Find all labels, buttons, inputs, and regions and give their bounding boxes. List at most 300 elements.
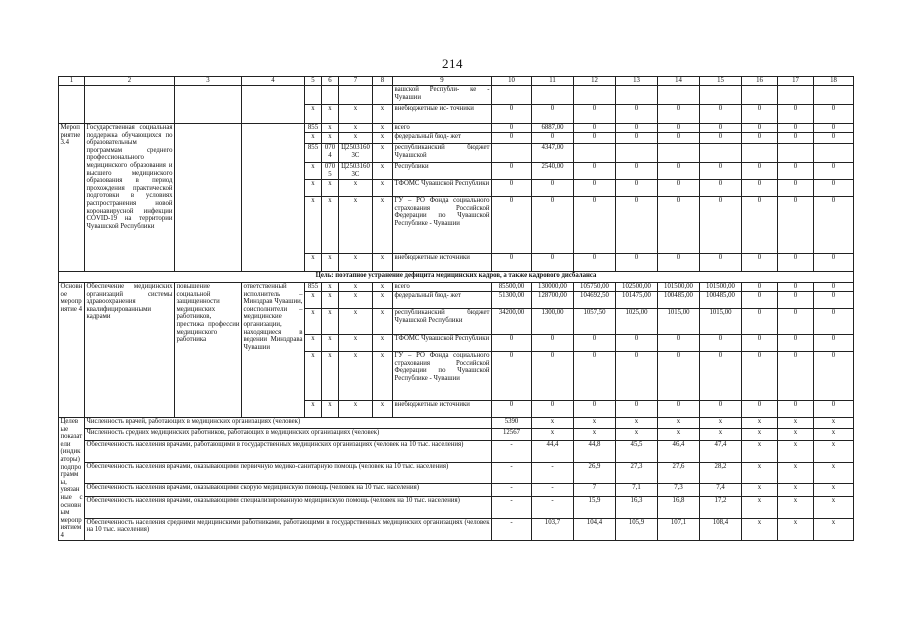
value-cell: 0 [700, 335, 742, 352]
value-cell: 0 [778, 124, 814, 133]
code-cell: x [339, 352, 373, 401]
value-cell: 0 [616, 105, 658, 124]
funding-source: федеральный бюд- жет [393, 292, 492, 309]
code-cell: 855 [305, 124, 322, 133]
column-number: 3 [175, 77, 242, 86]
indicator-value: x [814, 497, 854, 519]
code-cell: x [373, 292, 393, 309]
value-cell: 1300,00 [532, 309, 574, 335]
funding-source: всего [393, 124, 492, 133]
value-cell: 104692,50 [574, 292, 616, 309]
value-cell: 0 [742, 163, 778, 180]
measure-label: Мероприятие 3.4 [59, 124, 85, 272]
empty-cell [305, 86, 322, 105]
indicator-value: x [778, 429, 814, 440]
value-cell: 0 [574, 352, 616, 401]
indicator-value: 108,4 [700, 518, 742, 540]
indicator-value: x [814, 462, 854, 484]
funding-source: республиканский бюджет Чувашской Республики [393, 309, 492, 335]
value-cell: 0 [814, 163, 854, 180]
code-cell: x [305, 105, 322, 124]
code-cell: x [373, 124, 393, 133]
indicator-name: Обеспеченность населения средними медицинскими работниками, работающими в государственных медицинских организациях (человек на 10 тыс. населения) [85, 518, 492, 540]
value-cell: 0 [778, 133, 814, 144]
code-cell: x [305, 335, 322, 352]
value-cell: 0 [778, 292, 814, 309]
value-cell: 0 [532, 180, 574, 197]
empty-cell [322, 86, 339, 105]
indicator-value: x [742, 518, 778, 540]
main-measure-4-row [59, 283, 854, 292]
code-cell: 0705 [322, 163, 339, 180]
column-number: 8 [373, 77, 393, 86]
code-cell: x [339, 133, 373, 144]
indicator-value: x [814, 418, 854, 429]
value-cell: 0 [814, 124, 854, 133]
value-cell: 0 [814, 309, 854, 335]
value-cell: 0 [700, 180, 742, 197]
indicator-value: x [814, 484, 854, 497]
value-cell: 0 [532, 352, 574, 401]
measure-description: Государственная социальная поддержка обучающихся по образовательным программам среднего профессионального медицинского образования и высшего медицинского образования в период прохождения практической подготовки в условиях распространения новой коронавирусной инфекции COVID-19 на территории Чувашской Республики [85, 124, 175, 272]
goal-heading: Цель: поэтапное устранение дефицита медицинских кадров, а также кадрового дисбаланса [59, 272, 854, 283]
value-cell: 0 [492, 335, 532, 352]
value-cell: 0 [778, 180, 814, 197]
column-number: 7 [339, 77, 373, 86]
expected-result: повышение социальной защищенности медицинских работников, престижа профессии медицинского работника [175, 283, 242, 418]
column-number: 11 [532, 77, 574, 86]
value-cell: 0 [700, 352, 742, 401]
column-number: 16 [742, 77, 778, 86]
empty-cell [85, 86, 175, 124]
code-cell: x [322, 283, 339, 292]
value-cell: 0 [574, 163, 616, 180]
indicator-value: 7 [574, 484, 616, 497]
value-cell: 0 [492, 180, 532, 197]
value-cell: 0 [700, 133, 742, 144]
value-cell: 0 [616, 180, 658, 197]
code-cell: x [339, 124, 373, 133]
value-cell: 0 [574, 124, 616, 133]
value-cell: 0 [814, 401, 854, 418]
indicator-name: Обеспеченность населения врачами, оказывающими первичную медико-санитарную помощь (человек на 10 тыс. населения) [85, 462, 492, 484]
funding-source: ТФОМС Чувашской Республики [393, 335, 492, 352]
empty-cell [658, 86, 700, 105]
code-cell: x [339, 197, 373, 254]
header-row [59, 77, 854, 86]
column-number: 9 [393, 77, 492, 86]
indicator-value: x [778, 440, 814, 462]
value-cell: 0 [532, 133, 574, 144]
value-cell: 0 [700, 254, 742, 272]
value-cell: 85500,00 [492, 283, 532, 292]
value-cell [742, 144, 778, 163]
indicator-value: x [532, 418, 574, 429]
empty-cell [700, 86, 742, 105]
value-cell: 0 [574, 197, 616, 254]
indicator-value: 17,2 [700, 497, 742, 519]
code-cell: 855 [305, 283, 322, 292]
responsible-executor: ответственный исполнитель – Минздрав Чувашии, соисполнители – медицинские организации, находящиеся в ведении Минздрава Чувашии [242, 283, 305, 418]
indicator-row [59, 462, 854, 484]
indicator-value: - [532, 462, 574, 484]
value-cell: 0 [778, 335, 814, 352]
code-cell: x [373, 180, 393, 197]
code-cell: Ц2503160 3С [339, 163, 373, 180]
code-cell: x [305, 133, 322, 144]
funding-source: всего [393, 283, 492, 292]
code-cell: x [322, 292, 339, 309]
measure-3-4-row [59, 124, 854, 133]
value-cell: 0 [492, 254, 532, 272]
value-cell: 0 [778, 163, 814, 180]
column-number: 17 [778, 77, 814, 86]
column-number: 13 [616, 77, 658, 86]
indicator-value: x [742, 497, 778, 519]
code-cell: x [339, 401, 373, 418]
indicator-value: x [658, 429, 700, 440]
indicator-row [59, 497, 854, 519]
column-number: 4 [242, 77, 305, 86]
value-cell: 0 [616, 401, 658, 418]
indicator-value: 44,8 [574, 440, 616, 462]
column-number: 12 [574, 77, 616, 86]
empty-cell [742, 86, 778, 105]
indicator-value: 26,9 [574, 462, 616, 484]
indicator-value: x [532, 429, 574, 440]
column-number: 1 [59, 77, 85, 86]
code-cell: x [339, 292, 373, 309]
value-cell: 0 [574, 401, 616, 418]
funding-source: федеральный бюд- жет [393, 133, 492, 144]
indicator-value: x [814, 518, 854, 540]
code-cell: Ц2503160 3С [339, 144, 373, 163]
indicator-value: x [778, 484, 814, 497]
indicator-value: x [700, 429, 742, 440]
code-cell: x [322, 401, 339, 418]
value-cell: 0 [616, 335, 658, 352]
value-cell: 105750,00 [574, 283, 616, 292]
value-cell: 0 [658, 124, 700, 133]
column-number: 14 [658, 77, 700, 86]
indicator-value: x [700, 418, 742, 429]
indicator-value: x [778, 497, 814, 519]
value-cell: 1025,00 [616, 309, 658, 335]
funding-source: внебюджетные ис- точники [393, 105, 492, 124]
value-cell: 0 [616, 124, 658, 133]
table-body [59, 77, 854, 541]
value-cell: 0 [616, 254, 658, 272]
value-cell: 0 [700, 197, 742, 254]
value-cell: 0 [532, 105, 574, 124]
code-cell: x [305, 292, 322, 309]
indicator-value: x [742, 429, 778, 440]
indicator-value: 7,3 [658, 484, 700, 497]
value-cell: 100485,00 [658, 292, 700, 309]
indicator-value: 16,3 [616, 497, 658, 519]
value-cell: 4347,00 [532, 144, 574, 163]
code-cell: 0704 [322, 144, 339, 163]
value-cell: 0 [778, 309, 814, 335]
code-cell: x [373, 335, 393, 352]
empty-cell [778, 86, 814, 105]
page-number: 214 [442, 56, 463, 71]
empty-cell [574, 86, 616, 105]
main-measure-description: Обеспечение медицинских организаций системы здравоохранения квалифицированными кадрами [85, 283, 175, 418]
code-cell: x [373, 133, 393, 144]
funding-source: внебюджетные источники [393, 401, 492, 418]
indicator-value: 46,4 [658, 440, 700, 462]
column-number: 18 [814, 77, 854, 86]
indicator-value: x [616, 429, 658, 440]
value-cell: 51300,00 [492, 292, 532, 309]
indicator-row [59, 484, 854, 497]
value-cell [616, 144, 658, 163]
indicator-value: x [742, 440, 778, 462]
value-cell: 0 [532, 401, 574, 418]
value-cell: 0 [700, 105, 742, 124]
indicator-value: 105,9 [616, 518, 658, 540]
indicator-value: 28,2 [700, 462, 742, 484]
indicator-row [59, 518, 854, 540]
empty-cell [492, 86, 532, 105]
indicator-value: x [778, 462, 814, 484]
value-cell: 0 [658, 197, 700, 254]
column-number: 15 [700, 77, 742, 86]
value-cell: 0 [700, 124, 742, 133]
code-cell: x [305, 254, 322, 272]
indicator-value: 104,4 [574, 518, 616, 540]
code-cell: x [305, 163, 322, 180]
value-cell: 0 [658, 133, 700, 144]
value-cell: 0 [814, 254, 854, 272]
funding-source: вашской Республи- ке - Чувашии [393, 86, 492, 105]
value-cell: 0 [742, 254, 778, 272]
value-cell: 0 [574, 180, 616, 197]
value-cell: 0 [814, 105, 854, 124]
indicator-value: 7,4 [700, 484, 742, 497]
value-cell: 0 [742, 197, 778, 254]
indicator-row [59, 429, 854, 440]
value-cell: 0 [492, 197, 532, 254]
code-cell: x [305, 401, 322, 418]
value-cell: 0 [616, 197, 658, 254]
indicator-value: x [742, 418, 778, 429]
value-cell: 1015,00 [658, 309, 700, 335]
value-cell: 0 [574, 133, 616, 144]
code-cell: x [305, 180, 322, 197]
value-cell: 0 [658, 180, 700, 197]
column-number: 6 [322, 77, 339, 86]
code-cell: x [322, 133, 339, 144]
indicator-value: - [492, 440, 532, 462]
value-cell: 101475,00 [616, 292, 658, 309]
code-cell: x [373, 283, 393, 292]
indicator-value: 107,1 [658, 518, 700, 540]
value-cell [778, 144, 814, 163]
indicator-row [59, 418, 854, 429]
code-cell: x [373, 309, 393, 335]
indicator-value: 16,8 [658, 497, 700, 519]
value-cell: 0 [814, 283, 854, 292]
code-cell: x [339, 254, 373, 272]
value-cell: 0 [778, 401, 814, 418]
code-cell: x [373, 197, 393, 254]
empty-cell [59, 86, 85, 124]
value-cell: 0 [658, 163, 700, 180]
indicator-value: x [742, 462, 778, 484]
code-cell: 855 [305, 144, 322, 163]
indicator-value: 45,5 [616, 440, 658, 462]
value-cell: 0 [742, 133, 778, 144]
code-cell: x [322, 309, 339, 335]
value-cell [574, 144, 616, 163]
funding-source: Республики [393, 163, 492, 180]
value-cell [700, 144, 742, 163]
funding-source: ГУ – РО Фонда социального страхования Российской Федерации по Чувашской Республике - Чувашии [393, 197, 492, 254]
value-cell: 0 [492, 401, 532, 418]
value-cell: 0 [492, 133, 532, 144]
empty-cell [616, 86, 658, 105]
empty-cell [242, 86, 305, 124]
code-cell: x [373, 352, 393, 401]
continuation-row [59, 86, 854, 105]
indicator-value: 47,4 [700, 440, 742, 462]
value-cell: 0 [814, 352, 854, 401]
empty-cell [242, 124, 305, 272]
indicator-value: x [574, 429, 616, 440]
value-cell: 0 [814, 180, 854, 197]
value-cell: 100485,00 [700, 292, 742, 309]
funding-source: республиканский бюджет Чувашской [393, 144, 492, 163]
value-cell [492, 144, 532, 163]
funding-source: ТФОМС Чувашской Республики [393, 180, 492, 197]
indicator-value: x [742, 484, 778, 497]
program-table [58, 76, 854, 541]
value-cell: 0 [814, 335, 854, 352]
value-cell: 1015,00 [700, 309, 742, 335]
empty-cell [175, 86, 242, 124]
value-cell: 0 [742, 309, 778, 335]
value-cell: 0 [658, 352, 700, 401]
indicator-value: 15,9 [574, 497, 616, 519]
code-cell: x [322, 254, 339, 272]
indicator-value: 7,1 [616, 484, 658, 497]
funding-source: внебюджетные источники [393, 254, 492, 272]
value-cell: 0 [778, 105, 814, 124]
value-cell: 0 [492, 124, 532, 133]
value-cell: 0 [492, 163, 532, 180]
code-cell: x [322, 124, 339, 133]
value-cell: 0 [742, 401, 778, 418]
value-cell: 101500,00 [658, 283, 700, 292]
code-cell: x [322, 335, 339, 352]
indicator-value: 27,6 [658, 462, 700, 484]
code-cell: x [373, 144, 393, 163]
indicator-value: 44,4 [532, 440, 574, 462]
value-cell: 0 [742, 283, 778, 292]
indicator-name: Обеспеченность населения врачами, оказывающими скорую медицинскую помощь (человек на 10 тыс. населения) [85, 484, 492, 497]
value-cell: 128700,00 [532, 292, 574, 309]
code-cell: x [373, 105, 393, 124]
empty-cell [532, 86, 574, 105]
indicator-name: Обеспеченность населения врачами, работающими в государственных медицинских организациях (человек на 10 тыс. населения) [85, 440, 492, 462]
value-cell: 0 [700, 401, 742, 418]
code-cell: x [305, 352, 322, 401]
indicator-value: x [574, 418, 616, 429]
value-cell: 0 [616, 352, 658, 401]
value-cell: 0 [742, 352, 778, 401]
code-cell: x [339, 335, 373, 352]
value-cell: 34200,00 [492, 309, 532, 335]
code-cell: x [373, 254, 393, 272]
code-cell: x [322, 352, 339, 401]
value-cell: 0 [742, 180, 778, 197]
value-cell: 0 [814, 133, 854, 144]
indicator-name: Численность средних медицинских работников, работающих в медицинских организациях (человек) [85, 429, 492, 440]
code-cell: x [373, 401, 393, 418]
indicator-value: 103,7 [532, 518, 574, 540]
indicator-name: Обеспеченность населения врачами, оказывающими специализированную медицинскую помощь (человек на 10 тыс. населения) [85, 497, 492, 519]
value-cell: 0 [778, 254, 814, 272]
value-cell: 0 [492, 105, 532, 124]
code-cell: x [339, 180, 373, 197]
value-cell: 0 [574, 105, 616, 124]
value-cell: 0 [616, 163, 658, 180]
value-cell: 0 [700, 163, 742, 180]
indicator-value: - [532, 497, 574, 519]
indicator-value: 5390 [492, 418, 532, 429]
value-cell: 0 [658, 105, 700, 124]
indicator-value: - [492, 518, 532, 540]
value-cell: 101500,00 [700, 283, 742, 292]
code-cell: x [305, 309, 322, 335]
column-number: 2 [85, 77, 175, 86]
indicator-value: x [814, 440, 854, 462]
indicator-value: x [814, 429, 854, 440]
indicator-value: 12567 [492, 429, 532, 440]
goal-row [59, 272, 854, 283]
value-cell: 0 [778, 352, 814, 401]
code-cell: x [339, 105, 373, 124]
code-cell: x [322, 197, 339, 254]
value-cell: 0 [658, 254, 700, 272]
indicator-value: x [778, 518, 814, 540]
value-cell: 0 [574, 335, 616, 352]
value-cell: 0 [532, 254, 574, 272]
empty-cell [175, 124, 242, 272]
value-cell: 0 [532, 335, 574, 352]
value-cell: 0 [658, 335, 700, 352]
value-cell: 6887,00 [532, 124, 574, 133]
value-cell: 0 [658, 401, 700, 418]
indicator-name: Численность врачей, работающих в медицинских организациях (человек) [85, 418, 492, 429]
indicators-label: Целевые показатели (индикаторы) подпрограммы, увязанные с основным мероприятием 4 [60, 418, 83, 539]
value-cell: 0 [778, 283, 814, 292]
empty-cell [373, 86, 393, 105]
value-cell: 0 [814, 292, 854, 309]
value-cell: 0 [742, 105, 778, 124]
indicator-value: 27,3 [616, 462, 658, 484]
code-cell: x [339, 283, 373, 292]
main-measure-label: Основное мероприятие 4 [59, 283, 85, 418]
indicator-value: x [658, 418, 700, 429]
indicator-row [59, 440, 854, 462]
empty-cell [814, 86, 854, 105]
empty-cell [339, 86, 373, 105]
value-cell: 2540,00 [532, 163, 574, 180]
value-cell [814, 144, 854, 163]
